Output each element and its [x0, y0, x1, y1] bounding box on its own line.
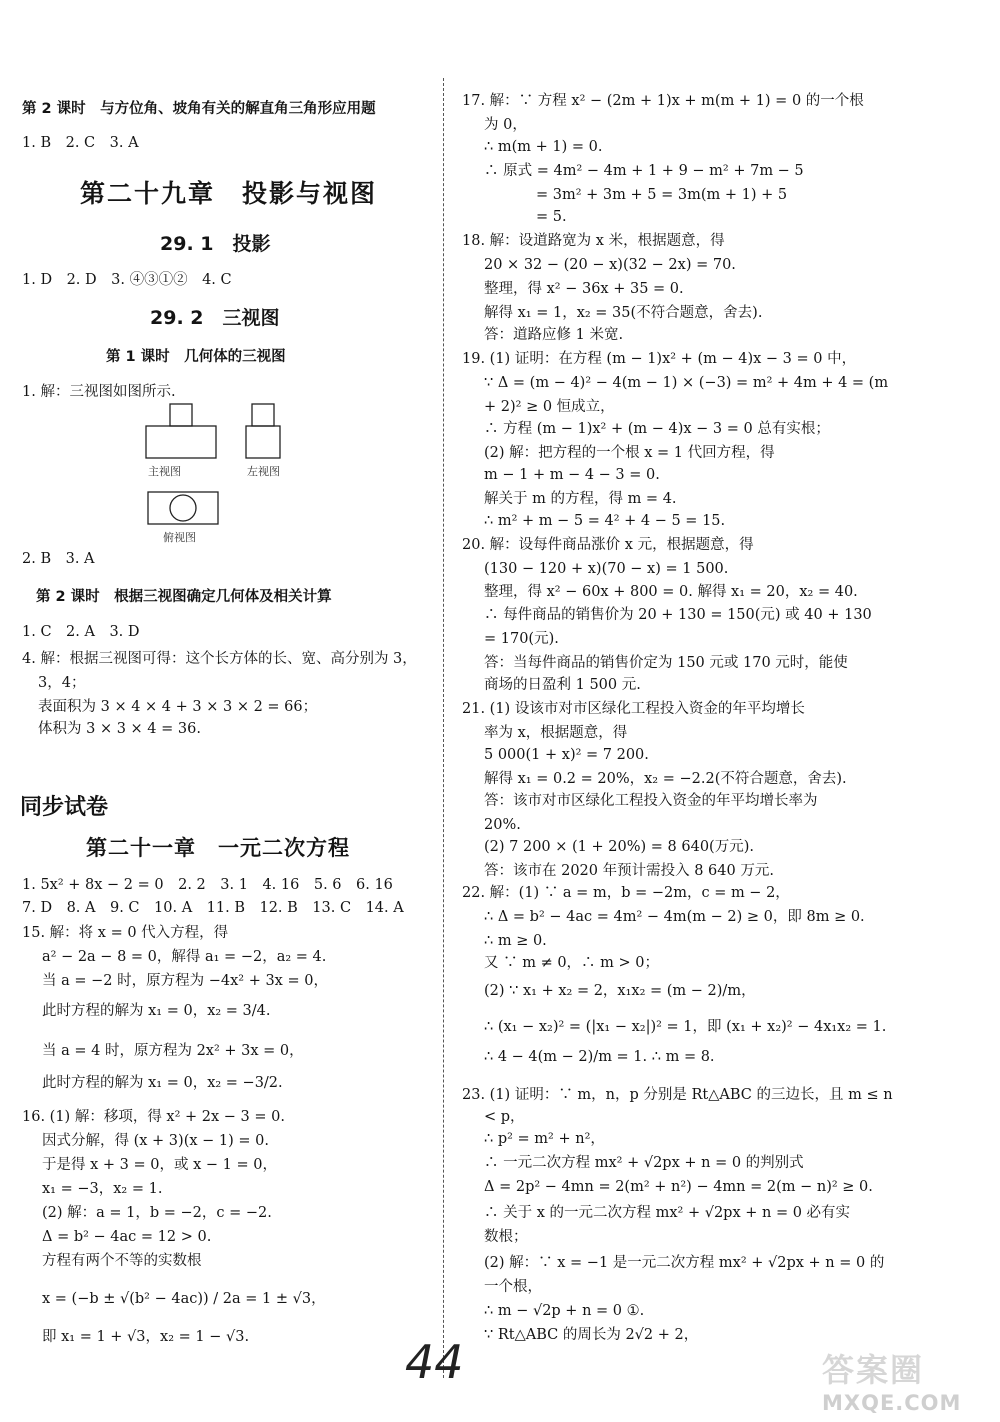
q15-line: 15. 解：将 x = 0 代入方程，得: [22, 925, 229, 941]
q18-line: 18. 解：设道路宽为 x 米，根据题意，得: [462, 233, 725, 249]
q4-line: 4. 解：根据三视图可得：这个长方体的长、宽、高分别为 3，: [22, 651, 417, 667]
section-29-1-title: 29. 1 投影: [160, 233, 271, 255]
watermark-text: 答案圈: [822, 1351, 925, 1389]
q22-line: (2) ∵ x₁ + x₂ = 2，x₁x₂ = (m − 2)/m，: [484, 983, 756, 999]
column-divider: [443, 78, 444, 1378]
top-view-shape: [148, 492, 218, 524]
q19-line: m − 1 + m − 4 − 3 = 0.: [484, 467, 660, 483]
lesson2-heading: 第 2 课时 与方位角、坡角有关的解直角三角形应用题: [22, 101, 376, 117]
left-view-shape: [246, 404, 280, 458]
q21-line: (2) 7 200 × (1 + 20%) = 8 640(万元).: [484, 839, 754, 855]
q23-line: 23. (1) 证明：∵ m，n，p 分别是 Rt△ABC 的三边长，且 m ≤ n: [462, 1087, 893, 1103]
q20-line: 商场的日盈利 1 500 元.: [484, 677, 641, 693]
chapter-21-title: 第二十一章 一元二次方程: [86, 835, 350, 860]
q16-line: 方程有两个不等的实数根: [42, 1253, 202, 1269]
left-view-label: 左视图: [247, 465, 280, 478]
q17-line: 17. 解：∵ 方程 x² − (2m + 1)x + m(m + 1) = 0 的一个根: [462, 93, 864, 109]
q23-line: (2) 解：∵ x = −1 是一元二次方程 mx² + √2px + n = 0 的: [484, 1255, 885, 1271]
ch21-answers: 7. D 8. A 9. C 10. A 11. B 12. B 13. C 14. A: [22, 900, 404, 916]
q18-line: 答：道路应修 1 米宽.: [484, 327, 624, 343]
q18-line: 20 × 32 − (20 − x)(32 − 2x) = 70.: [484, 257, 736, 273]
answers-lesson2b: 1. C 2. A 3. D: [22, 624, 140, 640]
q23-line: ∴ m − √2p + n = 0 ①.: [484, 1303, 645, 1319]
q23-line: ∵ Rt△ABC 的周长为 2√2 + 2，: [484, 1327, 699, 1343]
q22-line: 22. 解：(1) ∵ a = m，b = −2m，c = m − 2，: [462, 885, 790, 901]
q17-line: ∴ 原式 = 4m² − 4m + 1 + 9 − m² + 7m − 5: [484, 163, 804, 179]
q16-line: x = (−b ± √(b² − 4ac)) / 2a = 1 ± √3，: [42, 1291, 326, 1307]
q21-line: 20%.: [484, 817, 521, 833]
q23-line: ∴ p² = m² + n²，: [484, 1131, 605, 1147]
q21-line: 答：该市对市区绿化工程投入资金的年平均增长率为: [484, 793, 818, 809]
q18-line: 整理，得 x² − 36x + 35 = 0.: [484, 281, 684, 297]
q22-line: ∴ (x₁ − x₂)² = (|x₁ − x₂|)² = 1，即 (x₁ + x₂)² − 4x₁x₂ = 1.: [484, 1019, 887, 1035]
q23-line: ∴ 一元二次方程 mx² + √2px + n = 0 的判别式: [484, 1155, 804, 1171]
q21-line: 5 000(1 + x)² = 7 200.: [484, 747, 649, 763]
q23-line: Δ = 2p² − 4mn = 2(m² + n²) − 4mn = 2(m − n)² ≥ 0.: [484, 1179, 873, 1195]
q21-line: 率为 x，根据题意，得: [484, 725, 628, 741]
q16-line: 即 x₁ = 1 + √3，x₂ = 1 − √3.: [42, 1329, 250, 1345]
q23-line: 一个根，: [484, 1279, 542, 1295]
q20-line: = 170(元).: [484, 631, 559, 647]
q15-line: 当 a = 4 时，原方程为 2x² + 3x = 0，: [42, 1043, 304, 1059]
q17-line: = 3m² + 3m + 5 = 3m(m + 1) + 5: [536, 187, 788, 203]
q16-line: 于是得 x + 3 = 0，或 x − 1 = 0，: [42, 1157, 277, 1173]
q22-line: ∴ m ≥ 0.: [484, 933, 547, 949]
page-number: 44: [405, 1335, 464, 1389]
watermark-logo: [822, 1345, 972, 1415]
answers-29-1: 1. D 2. D 3. ④③①② 4. C: [22, 272, 232, 288]
q19-line: (2) 解：把方程的一个根 x = 1 代回方程，得: [484, 445, 775, 461]
q21-line: 21. (1) 设该市对市区绿化工程投入资金的年平均增长: [462, 701, 805, 717]
watermark-url: MXQE.COM: [822, 1391, 962, 1415]
q19-line: 19. (1) 证明：在方程 (m − 1)x² + (m − 4)x − 3 = 0 中，: [462, 351, 857, 367]
front-view-label: 主视图: [148, 465, 181, 478]
q20-line: ∴ 每件商品的销售价为 20 + 130 = 150(元) 或 40 + 130: [484, 607, 872, 623]
sync-test-title: 同步试卷: [20, 795, 109, 820]
q19-line: + 2)² ≥ 0 恒成立，: [484, 399, 615, 415]
q19-line: ∴ 方程 (m − 1)x² + (m − 4)x − 3 = 0 总有实根；: [484, 421, 830, 437]
q22-line: ∴ 4 − 4(m − 2)/m = 1. ∴ m = 8.: [484, 1049, 715, 1065]
q21-line: 解得 x₁ = 0.2 = 20%，x₂ = −2.2(不符合题意，舍去).: [484, 771, 847, 787]
q1-line: 1. 解：三视图如图所示.: [22, 384, 176, 400]
q16-line: (2) 解：a = 1，b = −2，c = −2.: [42, 1205, 272, 1221]
q4-line: 3，4；: [38, 675, 86, 691]
lesson2b-heading: 第 2 课时 根据三视图确定几何体及相关计算: [36, 589, 332, 605]
q19-line: ∴ m² + m − 5 = 4² + 4 − 5 = 15.: [484, 513, 726, 529]
q18-line: 解得 x₁ = 1，x₂ = 35(不符合题意，舍去).: [484, 305, 763, 321]
q23-line: ∴ 关于 x 的一元二次方程 mx² + √2px + n = 0 必有实: [484, 1205, 851, 1221]
section-29-2-title: 29. 2 三视图: [150, 307, 280, 329]
q4-line: 表面积为 3 × 4 × 4 + 3 × 3 × 2 = 66；: [38, 699, 318, 715]
q16-line: 16. (1) 解：移项，得 x² + 2x − 3 = 0.: [22, 1109, 285, 1125]
q16-line: Δ = b² − 4ac = 12 > 0.: [42, 1229, 212, 1245]
q15-line: 此时方程的解为 x₁ = 0，x₂ = 3/4.: [42, 1003, 271, 1019]
q15-line: 当 a = −2 时，原方程为 −4x² + 3x = 0，: [42, 973, 328, 989]
q17-line: ∴ m(m + 1) = 0.: [484, 139, 603, 155]
lesson2-answers: 1. B 2. C 3. A: [22, 135, 139, 151]
q20-line: 20. 解：设每件商品涨价 x 元，根据题意，得: [462, 537, 754, 553]
q23-line: < p，: [484, 1109, 525, 1125]
q15-line: 此时方程的解为 x₁ = 0，x₂ = −3/2.: [42, 1075, 283, 1091]
q23-line: 数根；: [484, 1229, 528, 1245]
q20-line: (130 − 120 + x)(70 − x) = 1 500.: [484, 561, 729, 577]
q19-line: ∵ Δ = (m − 4)² − 4(m − 1) × (−3) = m² + 4m + 4 = (m: [484, 375, 889, 391]
q15-line: a² − 2a − 8 = 0，解得 a₁ = −2，a₂ = 4.: [42, 949, 327, 965]
q17-line: 为 0，: [484, 117, 527, 133]
q17-line: = 5.: [536, 209, 567, 225]
q20-line: 答：当每件商品的销售价定为 150 元或 170 元时，能使: [484, 655, 848, 671]
q16-line: x₁ = −3，x₂ = 1.: [42, 1181, 163, 1197]
ch21-answers: 1. 5x² + 8x − 2 = 0 2. 2 3. 1 4. 16 5. 6 6. 16: [22, 877, 393, 893]
chapter-29-title: 第二十九章 投影与视图: [80, 179, 378, 208]
q21-line: 答：该市在 2020 年预计需投入 8 640 万元.: [484, 863, 774, 879]
answers-2-3: 2. B 3. A: [22, 551, 95, 567]
q20-line: 整理，得 x² − 60x + 800 = 0. 解得 x₁ = 20，x₂ = 40.: [484, 584, 858, 600]
q22-line: ∴ Δ = b² − 4ac = 4m² − 4m(m − 2) ≥ 0，即 8m ≥ 0.: [484, 909, 865, 925]
q22-line: 又 ∵ m ≠ 0，∴ m > 0；: [484, 955, 660, 971]
lesson1-heading: 第 1 课时 几何体的三视图: [106, 349, 286, 365]
q4-line: 体积为 3 × 3 × 4 = 36.: [38, 721, 201, 737]
top-view-label: 俯视图: [163, 531, 196, 544]
q16-line: 因式分解，得 (x + 3)(x − 1) = 0.: [42, 1133, 269, 1149]
front-view-shape: [146, 404, 216, 458]
q19-line: 解关于 m 的方程，得 m = 4.: [484, 491, 677, 507]
